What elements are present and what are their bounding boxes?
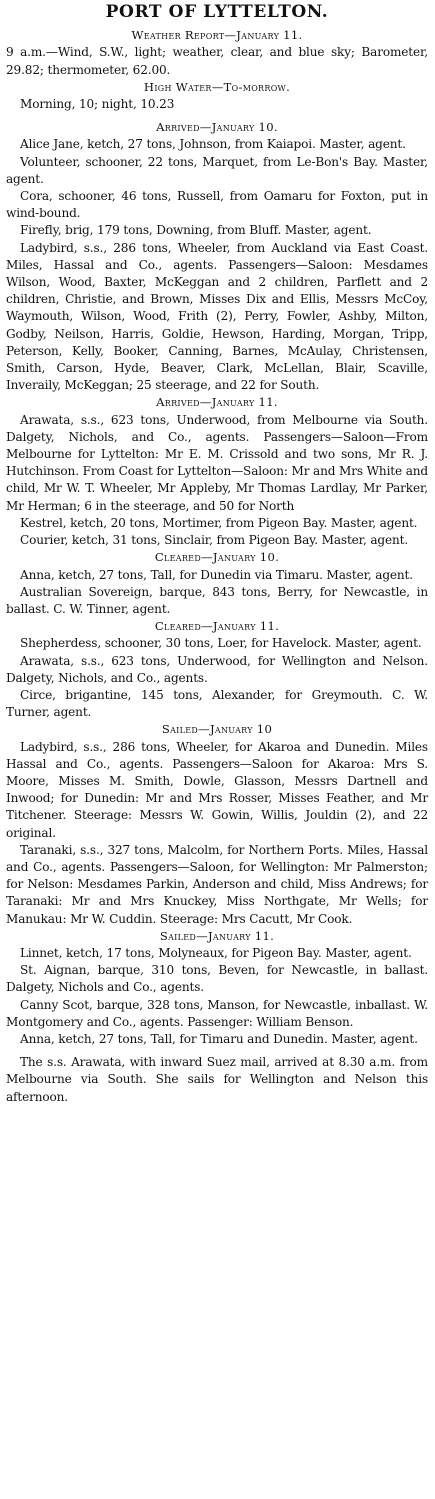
- shipping-entry: Courier, ketch, 31 tons, Sinclair, from Pigeon Bay. Master, agent.: [20, 533, 409, 548]
- shipping-entry: Canny Scot, barque, 328 tons, Manson, for Newcastle, inballast. W. Montgomery and Co., agents. Passenger: William Benson.: [6, 997, 428, 1029]
- cleared-jan11-heading: Cleared—January 11.: [154, 619, 280, 634]
- weather-text: 9 a.m.—Wind, S.W., light; weather, clear, and blue sky; Barometer, 29.82; thermometer, 62.00.: [6, 45, 428, 77]
- sailed-jan11-heading: Sailed—January 11.: [159, 928, 275, 943]
- shipping-entry: Linnet, ketch, 17 tons, Molyneaux, for Pigeon Bay. Master, agent.: [20, 945, 412, 960]
- closing-note: The s.s. Arawata, with inward Suez mail, arrived at 8.30 a.m. from Melbourne via South. She sails for Wellington and Nelson this afternoon.: [6, 1055, 428, 1104]
- shipping-entry: Shepherdess, schooner, 30 tons, Loer, for Havelock. Master, agent.: [20, 636, 422, 651]
- shipping-entry: Arawata, s.s., 623 tons, Underwood, from Melbourne via South. Dalgety, Nichols, and Co., agents. Passengers—Saloon—From Melbourne for Lyttelton: Mr E. M. Crissold and two sons, Mr R. J. Hutchinson. From Coast for Lyttelton—Saloon: Mr and Mrs White and child, Mr W. T. Wheeler, Mr Appleby, Mr Thomas Lardlay, Mr Parker, Mr Herman; 6 in the steerage, and 50 for North: [6, 412, 428, 513]
- arrived-jan10-heading: Arrived—January 10.: [156, 120, 278, 135]
- shipping-entry: Cora, schooner, 46 tons, Russell, from Oamaru for Foxton, put in wind-bound.: [6, 189, 428, 221]
- shipping-entry: Firefly, brig, 179 tons, Downing, from Bluff. Master, agent.: [20, 223, 372, 238]
- shipping-entry: Australian Sovereign, barque, 843 tons, Berry, for Newcastle, in ballast. C. W. Tinner, agent.: [6, 584, 428, 616]
- shipping-entry: Volunteer, schooner, 22 tons, Marquet, from Le-Bon's Bay. Master, agent.: [6, 154, 428, 186]
- cleared-jan10-heading: Cleared—January 10.: [154, 550, 280, 565]
- arrived-jan11-heading: Arrived—January 11.: [156, 395, 278, 410]
- shipping-entry: Circe, brigantine, 145 tons, Alexander, for Greymouth. C. W. Turner, agent.: [6, 687, 428, 720]
- sailed-jan10-heading: Sailed—January 10: [161, 722, 273, 737]
- shipping-entry: Arawata, s.s., 623 tons, Underwood, for Wellington and Nelson. Dalgety, Nichols, and Co., agents.: [6, 653, 428, 685]
- shipping-entry: Ladybird, s.s., 286 tons, Wheeler, for Akaroa and Dunedin. Miles Hassal and Co., agents. Passengers—Saloon for Akaroa: Mrs S. Moore, Misses M. Smith, Dowle, Glasson, Messrs Dartnell and Inwood; for Dunedin: Mr and Mrs Rosser, Misses Feather, and Mr Titchener. Steerage: Messrs W. Gowin, Willis, Jouldin (2), and 22 original.: [6, 739, 428, 840]
- shipping-entry: Taranaki, s.s., 327 tons, Malcolm, for Northern Ports. Miles, Hassal and Co., agents. Passengers—Saloon, for Wellington: Mr Palmerston; for Nelson: Mesdames Parkin, Anderson and child, Miss Andrews; for Taranaki: Mr and Mrs Knuckey, Miss Northgate, Mr Wells; for Manukau: Mr W. Cuddin. Steerage: Mrs Cacutt, Mr Cook.: [6, 842, 428, 926]
- shipping-entry: Ladybird, s.s., 286 tons, Wheeler, from Auckland via East Coast. Miles, Hassal and Co., agents. Passengers—Saloon: Mesdames Wilson, Wood, Baxter, McKeggan and 2 children, Parflett and 2 children, Christie, and Brown, Misses Dix and Ellis, Messrs McCoy, Waymouth, Wilson, Wood, Frith (2), Perry, Fowler, Ashby, Milton, Godby, Neilson, Harris, Goldie, Hewson, Harding, Morgan, Tripp, Peterson, Kelly, Booker, Canning, Barnes, McAulay, Christensen, Smith, Carson, Hyde, Beaver, Clark, McLellan, Blair, Scaville, Inveraily, McKeggan; 25 steerage, and 22 for South.: [6, 240, 428, 393]
- shipping-entry: Anna, ketch, 27 tons, Tall, for Dunedin via Timaru. Master, agent.: [20, 567, 413, 582]
- high-water-text: Morning, 10; night, 10.23: [20, 97, 175, 112]
- shipping-entry: St. Aignan, barque, 310 tons, Beven, for Newcastle, in ballast. Dalgety, Nichols and Co., agents.: [6, 963, 428, 995]
- weather-heading: Weather Report—January 11.: [131, 28, 303, 43]
- shipping-entry: Anna, ketch, 27 tons, Tall, for Timaru and Dunedin. Master, agent.: [20, 1031, 418, 1046]
- high-water-heading: High Water—To-morrow.: [143, 79, 291, 94]
- shipping-entry: Alice Jane, ketch, 27 tons, Johnson, from Kaiapoi. Master, agent.: [20, 137, 406, 152]
- shipping-entry: Kestrel, ketch, 20 tons, Mortimer, from Pigeon Bay. Master, agent.: [20, 515, 418, 530]
- page-title: PORT OF LYTTELTON.: [105, 2, 329, 22]
